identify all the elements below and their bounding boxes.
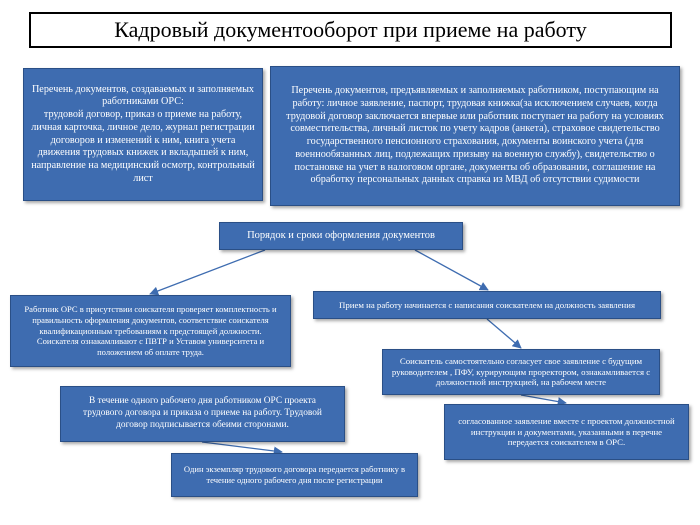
agree-text: Соискатель самостоятельно согласует свое заявление с будущим руководителем , ПФУ, курирующим проректором, ознакамливается с должностной инструкцией, на рабочем месте	[391, 355, 651, 388]
docs-provided-text: Перечень документов, предъявляемых и заполняемых работником, поступающим на работу: личное заявление, паспорт, трудовая книжка(за исключением случаев, когда трудовой договор заключается впервые или работник поступает на работу на условиях совместительства, личный листок по учету кадров (анкета), страховое свидетельство государственного пенсионного страхования, документы воинского учета (для военнообязанных лиц, подлежащих призыву на военную службу), свидетельство о постановке на учет в налоговом органе, документы об образовании, соглашение на обработку персональных данных справка из МВД об отсутствии судимости	[286, 85, 664, 186]
docs-created-text: Перечень документов, создаваемых и заполняемых работниками ОРС: трудовой договор, приказ о приеме на работу, личная карточка, личное дело, журнал регистрации договоров и изменений к ним, книга учета движения трудовых книжек и вкладышей к ним, направление на медицинский осмотр, контрольный лист	[31, 83, 255, 184]
agreed-transfer-box	[444, 404, 689, 460]
one-day-text: В течение одного рабочего дня работником ОРС проекта трудового договора и приказа о приеме на работу. Трудовой договор подписывается обеими сторонами.	[83, 396, 322, 430]
arrow-procedure-to-orc-check	[150, 250, 265, 294]
contract-copy-text: Один экземпляр трудового договора передается работнику в течение одного рабочего дня после регистрации	[183, 464, 406, 485]
contract-copy-box	[171, 453, 418, 497]
arrow-application-to-agree	[487, 319, 521, 348]
application-start-text: Прием на работу начинается с написания соискателем на должность заявления	[338, 299, 635, 310]
page-title-text: Кадровый документооборот при приеме на работу	[114, 17, 587, 42]
orc-check-text: Работник ОРС в присутствии соискателя проверяет комплектность и правильность оформления документов, соответствие соискателя квалификационным требованиям к предстоящей должности. Соискателя ознакамливают с ПВТР и Уставом университета и положением об оплате труда.	[24, 304, 277, 358]
one-day-box	[60, 386, 345, 442]
docs-created-box	[23, 68, 263, 201]
procedure-text: Порядок и сроки оформления документов	[247, 230, 435, 242]
arrow-one-day-to-copy	[202, 442, 282, 452]
arrow-agree-to-transfer	[521, 395, 566, 403]
orc-check-box	[10, 295, 291, 367]
agree-box	[382, 349, 660, 395]
arrow-procedure-to-application	[415, 250, 488, 290]
application-start-box	[313, 291, 661, 319]
agreed-transfer-text: согласованное заявление вместе с проектом должностной инструкции и документами, указанными в перечне передается соискателем в ОРС.	[458, 415, 675, 448]
procedure-box	[219, 222, 463, 250]
docs-provided-box	[270, 66, 680, 206]
